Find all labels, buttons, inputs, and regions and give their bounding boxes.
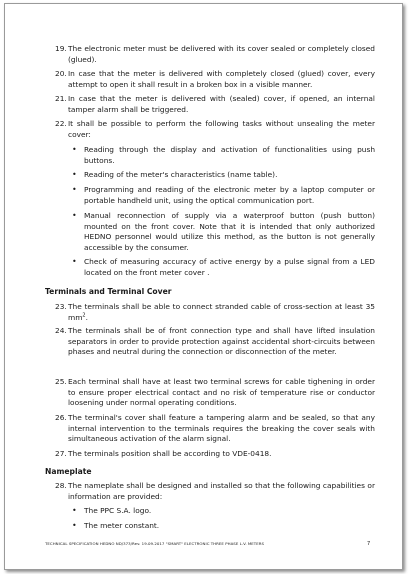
- item-number: 26.: [55, 413, 67, 422]
- item-text: The terminals position shall be according to VDE-0418.: [68, 449, 272, 458]
- list-item-20: [55, 69, 375, 90]
- bullet-text: Manual reconnection of supply via a waterproof button (push button) mounted on the front cover. Note that it is intended that only authorized HEDNO personnel would utilize this method, as the button is not generally accessible by the consumer.: [84, 211, 375, 252]
- bullet-text: The meter constant.: [84, 521, 160, 530]
- section-heading-terminals: Terminals and Terminal Cover: [45, 287, 172, 296]
- item-text: The terminals shall be of front connection type and shall have lifted insulation separators in order to provide protection against accidental short-circuits between phases and neutral during the connection or disconnection of the meter.: [68, 326, 375, 357]
- list-item-27: [55, 449, 375, 460]
- item-number: 25.: [55, 377, 67, 386]
- superscript: 2: [82, 312, 86, 319]
- bullet-dot: •: [72, 506, 77, 515]
- bullet-dot: •: [72, 257, 77, 266]
- bullet-item: [72, 211, 375, 253]
- list-item-22: [55, 119, 375, 140]
- bullet-text: Reading through the display and activation of functionalities using push buttons.: [84, 145, 375, 165]
- item-number: 20.: [55, 69, 67, 78]
- list-item-25: [55, 377, 375, 409]
- bullet-text: The PPC S.A. logo.: [84, 506, 152, 515]
- list-item-28: [55, 481, 375, 502]
- bullet-dot: •: [72, 145, 77, 154]
- item-number: 23.: [55, 302, 67, 311]
- list-item-19: [55, 44, 375, 65]
- bullet-text: Reading of the meter's characteristics (name table).: [84, 170, 278, 179]
- item-text: The nameplate shall be designed and installed so that the following capabilities or information are provided:: [68, 481, 375, 501]
- document-page: [4, 3, 403, 570]
- bullet-text: Check of measuring accuracy of active energy by a pulse signal from a LED located on the front meter cover .: [84, 257, 375, 277]
- list-item-23: [55, 302, 375, 323]
- bullet-item: [72, 521, 375, 532]
- list-item-24: [55, 326, 375, 358]
- list-item-26: [55, 413, 375, 445]
- item-number: 27.: [55, 449, 67, 458]
- page-footer: TECHNICAL SPECIFICATION HEDNO ND/373/Rev. 19.09.2017 "SMART" ELECTRONIC THREE PHASE L.V. METERS: [45, 541, 265, 546]
- bullet-item: [72, 170, 375, 181]
- item-number: 24.: [55, 326, 67, 335]
- bullet-text: Programming and reading of the electronic meter by a laptop computer or portable handheld unit, using the optical communication port.: [84, 185, 375, 205]
- item-text-tail: .: [85, 312, 88, 322]
- item-text: In case that the meter is delivered with (sealed) cover, if opened, an internal tamper alarm shall be triggered.: [68, 94, 375, 114]
- bullet-item: [72, 257, 375, 278]
- item-number: 21.: [55, 94, 67, 103]
- bullet-item: [72, 145, 375, 166]
- bullet-item: [72, 506, 375, 517]
- item-text: In case that the meter is delivered with completely closed (glued) cover, every attempt to open it shall result in a broken box in a visible manner.: [68, 69, 375, 89]
- item-number: 19.: [55, 44, 67, 53]
- bullet-dot: •: [72, 211, 77, 220]
- item-text: The electronic meter must be delivered with its cover sealed or completely closed (glued).: [68, 44, 375, 64]
- item-text-main: The terminals shall be able to connect stranded cable of cross-section at least 35 mm: [68, 302, 375, 322]
- item-text: It shall be possible to perform the following tasks without unsealing the meter cover:: [68, 119, 375, 139]
- item-number: 22.: [55, 119, 67, 128]
- page-number: 7: [367, 541, 371, 547]
- item-text: Each terminal shall have at least two terminal screws for cable tighening in order to ensure proper electrical contact and no risk of temperature rise or conductor loosening under normal operating conditions.: [68, 377, 375, 408]
- bullet-item: [72, 185, 375, 206]
- item-text: [55, 302, 375, 323]
- bullet-dot: •: [72, 521, 77, 530]
- item-text: The terminal's cover shall feature a tampering alarm and be sealed, so that any internal intervention to the terminals requires the breaking the cover seals with simultaneous activation of the alarm signal.: [68, 413, 375, 444]
- bullet-dot: •: [72, 170, 77, 179]
- item-number: 28.: [55, 481, 67, 490]
- list-item-21: [55, 94, 375, 115]
- section-heading-nameplate: Nameplate: [45, 467, 92, 476]
- bullet-dot: •: [72, 185, 77, 194]
